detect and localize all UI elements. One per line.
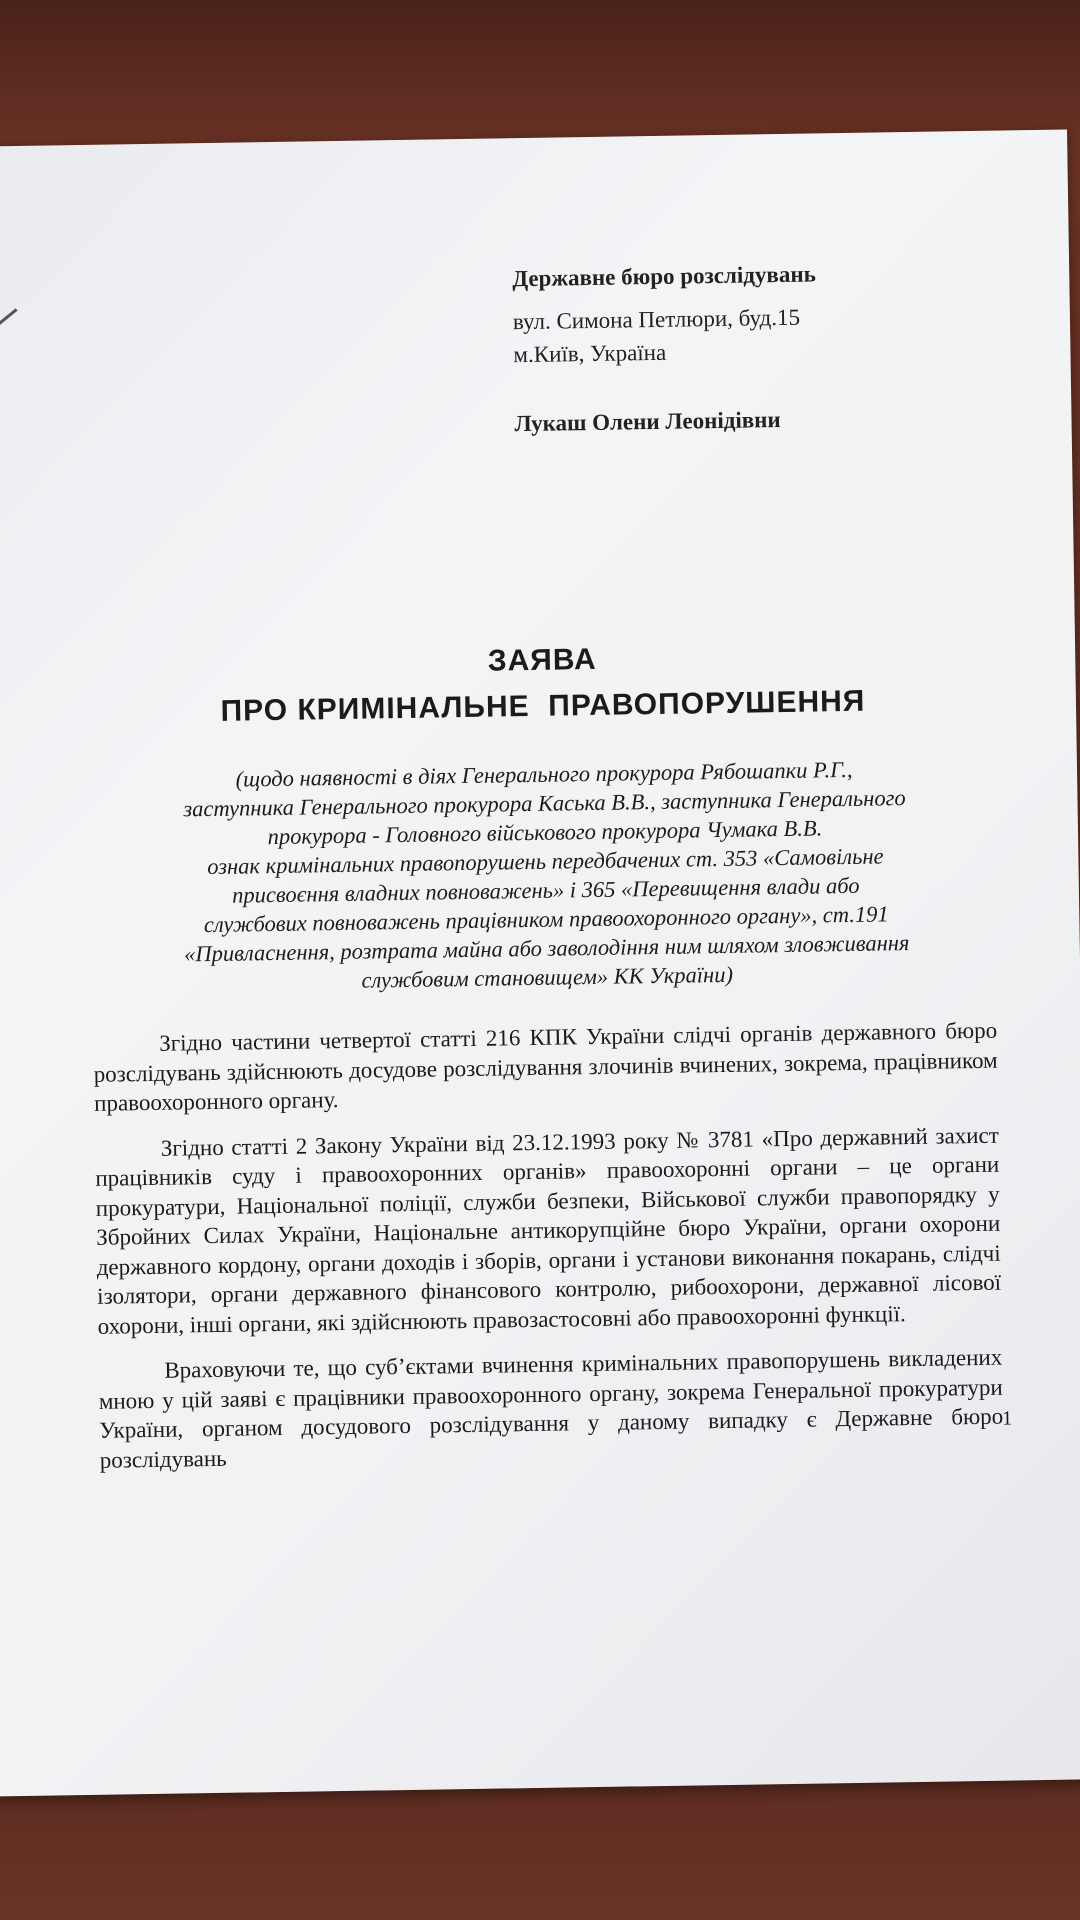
subtitle-line: службових повноважень працівником правоохоронного органу», ст.191 (203, 901, 889, 938)
addressee-organization: Державне бюро розслідувань (512, 261, 816, 292)
addressee-block (512, 257, 818, 440)
applicant-name: Лукаш Олени Леонідівни (514, 406, 781, 437)
document-page (0, 129, 1080, 1796)
page-number: 1 (1002, 1407, 1013, 1430)
subtitle-line: присвоєння владних повноважень» і 365 «Перевищення влади або (231, 872, 860, 908)
body-paragraph: Враховуючи те, що суб’єктами вчинення кримінальних правопорушень викладених мною у цій заяві є працівники правоохоронного органу, зокрема Генеральної прокуратури України, органом досудового розслідування у даному випадку є Державне бюро розслідувань (98, 1344, 1004, 1473)
subtitle-line: службовим становищем» КК України) (361, 961, 734, 993)
subtitle-line: (щодо наявності в діях Генерального прокурора Рябошапки Р.Г., (235, 756, 853, 792)
title-line-2: ПРО КРИМІНАЛЬНЕ ПРАВОПОРУШЕННЯ (220, 684, 866, 728)
document-body (93, 1016, 1004, 1491)
addressee-street: вул. Симона Петлюри, буд.15 (512, 304, 801, 335)
title-line-1: ЗАЯВА (487, 642, 597, 678)
document-subtitle (89, 753, 1003, 999)
subtitle-line: ознак кримінальних правопорушень передбачених ст. 353 «Самовільне (207, 843, 884, 880)
body-paragraph: Згідно статті 2 Закону України від 23.12.1993 року № 3781 «Про державний захист працівників суду і правоохоронних органів» правоохоронні органи – це органи прокуратури, Національної поліції, служби безпеки, Військової служби правопорядку у Збройних Силах України, Національне антикорупційне бюро України, органи охорони державного кордону, органи доходів і зборів, органи і установи виконання покарань, слідчі ізолятори, органи державного фінансового контролю, рибоохорони, державної лісової охорони, інші органи, які здійснюють правозастосовні або правоохоронні функції. (95, 1122, 1002, 1339)
addressee-city: м.Київ, Україна (513, 339, 667, 368)
body-paragraph: Згідно частини четвертої статті 216 КПК України слідчі органів державного бюро розслідувань здійснюють досудове розслідування злочинів вчинених, зокрема, працівником правоохоронного органу. (93, 1017, 998, 1116)
subtitle-line: «Привласнення, розтрата майна або заволодіння ним шляхом зловживання (183, 930, 910, 967)
subtitle-line: прокурора - Головного військового прокурора Чумака В.В. (267, 815, 823, 850)
pen-mark (0, 308, 18, 343)
spacer (514, 366, 818, 407)
document-title (87, 631, 998, 737)
subtitle-line: заступника Генерального прокурора Каська В.В., заступника Генерального (183, 785, 906, 822)
